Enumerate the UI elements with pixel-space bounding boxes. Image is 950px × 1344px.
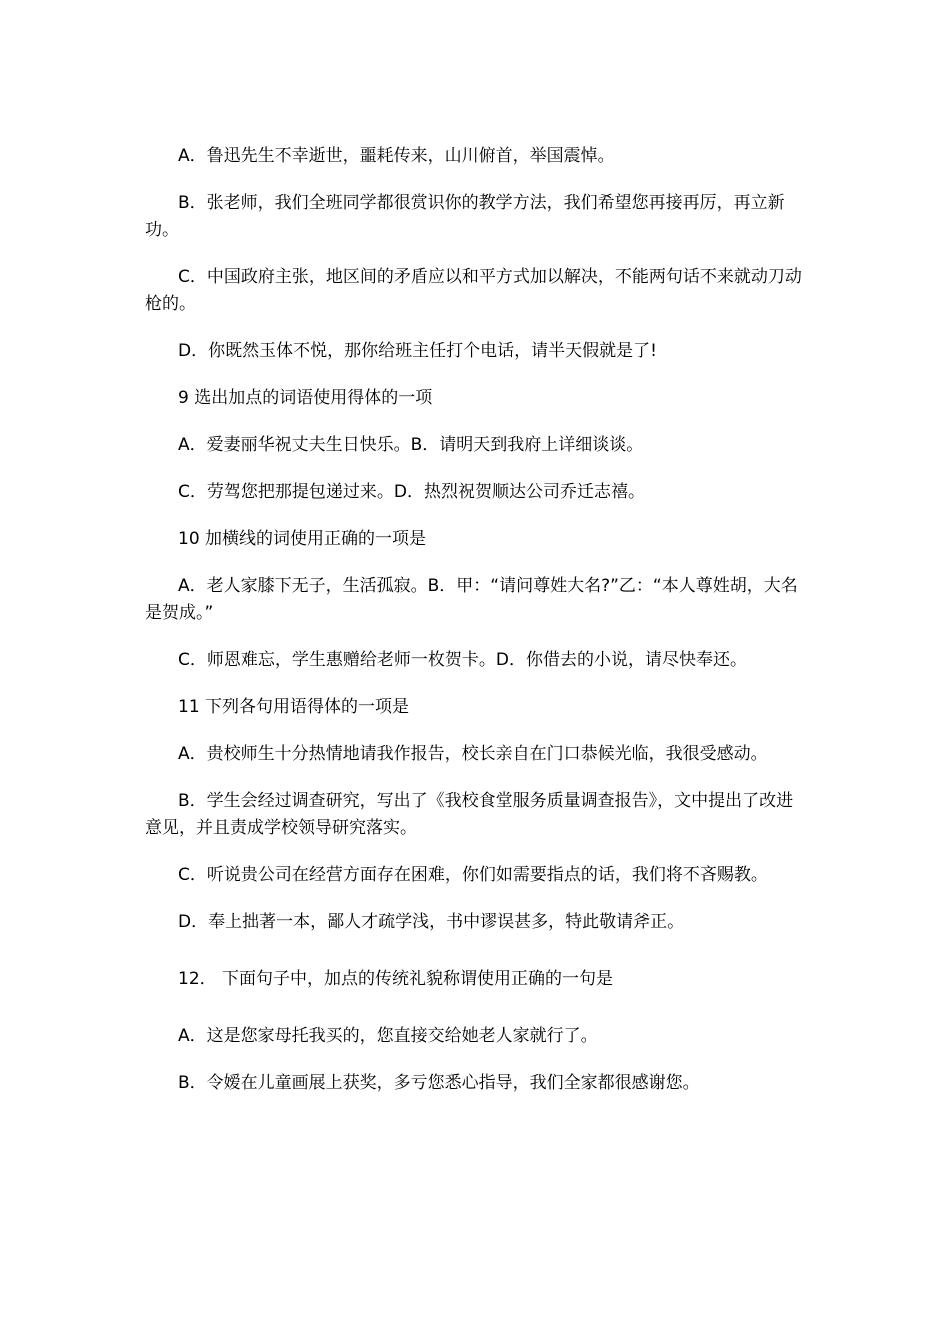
document-page — [145, 143, 810, 1117]
question-11: 11 下列各句用语得体的一项是 — [178, 697, 410, 717]
question-10: 10 加横线的词使用正确的一项是 — [178, 529, 427, 549]
option-d-q11: D．奉上拙著一本，鄙人才疏学浅，书中谬误甚多，特此敬请斧正。 — [178, 912, 685, 932]
option-b-q12: B．令嫒在儿童画展上获奖，多亏您悉心指导，我们全家都很感谢您。 — [178, 1073, 700, 1093]
options-cd-q10: C．师恩难忘，学生惠赠给老师一枚贺卡。D．你借去的小说，请尽快奉还。 — [178, 650, 747, 670]
options-ab-q9: A．爱妻丽华祝丈夫生日快乐。B．请明天到我府上详细谈谈。 — [178, 435, 644, 455]
question-9: 9 选出加点的词语使用得体的一项 — [178, 388, 433, 408]
question-12: 12． 下面句子中，加点的传统礼貌称谓使用正确的一句是 — [178, 969, 614, 989]
option-a-q12: A．这是您家母托我买的，您直接交给她老人家就行了。 — [178, 1026, 598, 1046]
option-b-q11: B．学生会经过调查研究，写出了《我校食堂服务质量调查报告》，文中提出了改进意见，并且责成学校领导研究落实。 — [145, 791, 794, 838]
option-b-q8: B．张老师，我们全班同学都很赏识你的教学方法，我们希望您再接再厉，再立新功。 — [145, 193, 785, 240]
option-a-q8: A．鲁迅先生不幸逝世，噩耗传来，山川俯首，举国震悼。 — [178, 146, 615, 166]
option-c-q11: C．听说贵公司在经营方面存在困难，你们如需要指点的话，我们将不吝赐教。 — [178, 865, 768, 885]
options-ab-q10: A．老人家膝下无子，生活孤寂。B．甲：“请问尊姓大名?”乙：“本人尊姓胡，大名是贺成。” — [145, 576, 798, 623]
option-d-q8: D．你既然玉体不悦，那你给班主任打个电话，请半天假就是了! — [178, 341, 657, 361]
option-c-q8: C．中国政府主张，地区间的矛盾应以和平方式加以解决，不能两句话不来就动刀动枪的。 — [145, 267, 802, 314]
option-a-q11: A．贵校师生十分热情地请我作报告，校长亲自在门口恭候光临，我很受感动。 — [178, 744, 768, 764]
options-cd-q9: C．劳驾您把那提包递过来。D．热烈祝贺顺达公司乔迁志禧。 — [178, 482, 645, 502]
